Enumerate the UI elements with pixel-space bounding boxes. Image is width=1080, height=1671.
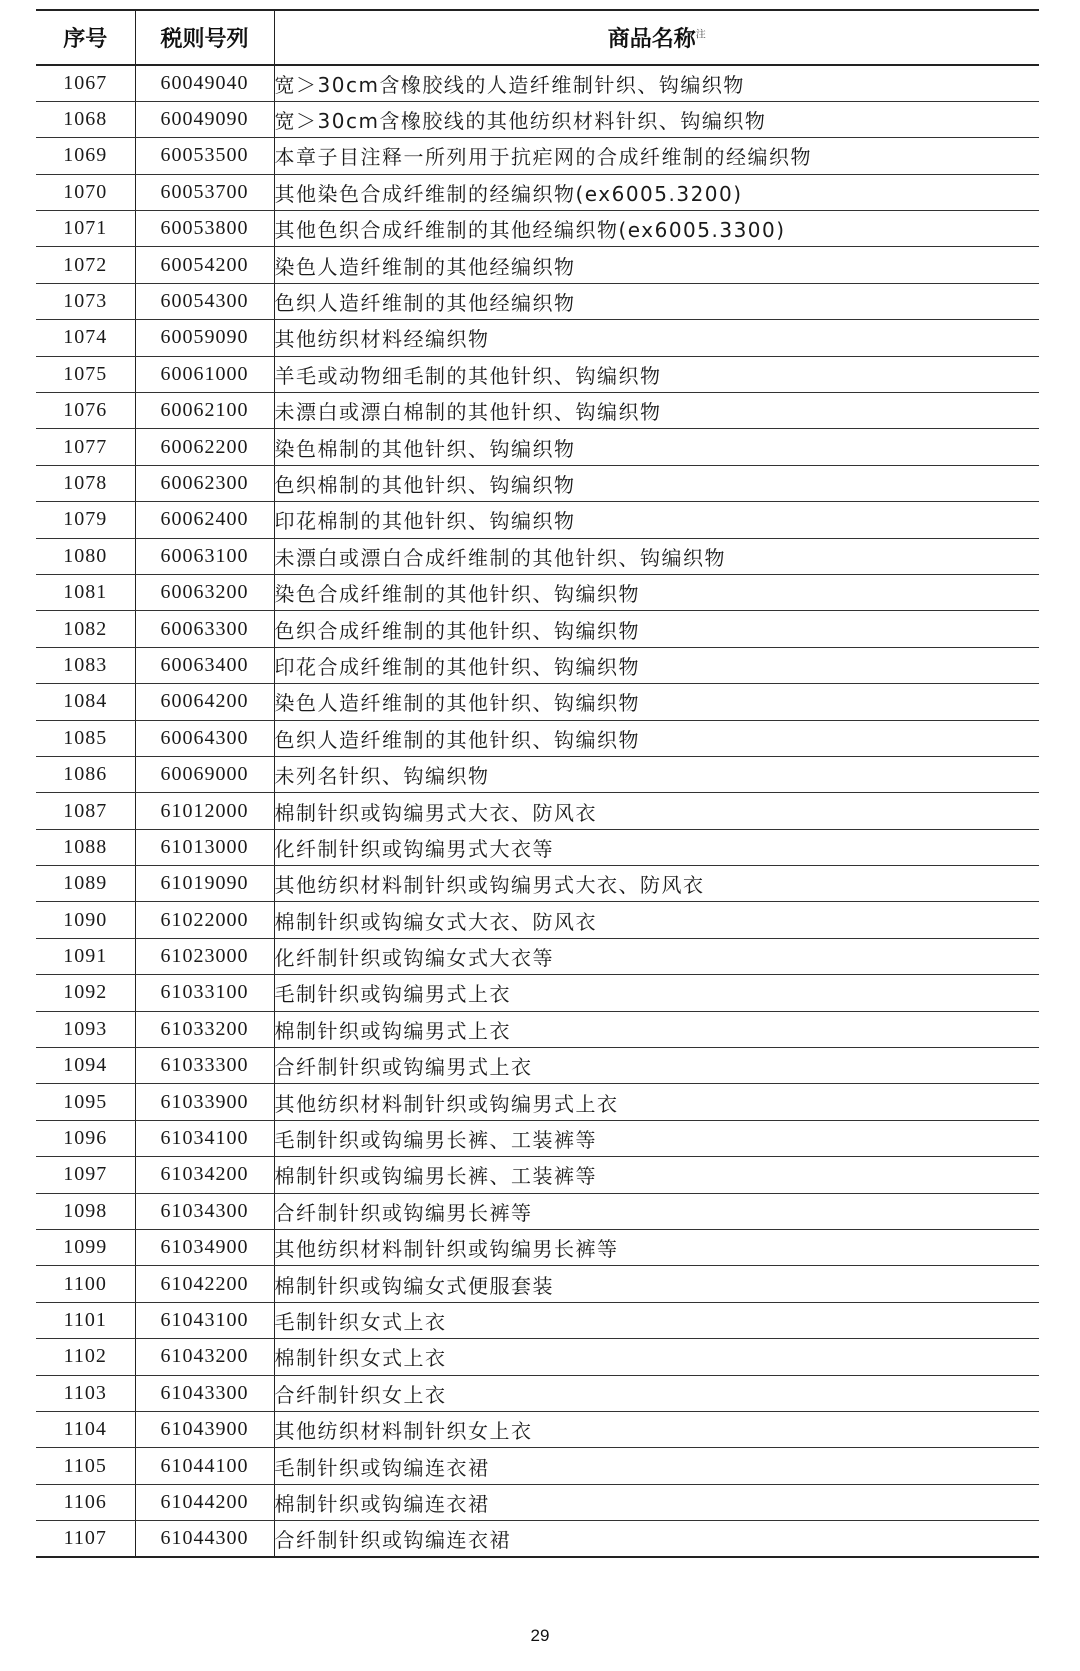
tariff-code-cell: 60053800 [135,211,274,247]
product-name-cell: 未漂白或漂白棉制的其他针织、钩编织物 [274,393,1039,429]
product-name-cell: 化纤制针织或钩编女式大衣等 [274,938,1039,974]
table-row [36,1230,1039,1266]
table-row [36,1302,1039,1338]
serial-number-cell: 1104 [36,1411,135,1447]
table-row [36,1484,1039,1520]
product-name-cell: 毛制针织女式上衣 [274,1302,1039,1338]
tariff-code-cell: 61022000 [135,902,274,938]
serial-number-cell: 1073 [36,283,135,319]
serial-number-cell: 1067 [36,65,135,101]
product-name-cell: 宽＞30cm含橡胶线的其他纺织材料针织、钩编织物 [274,101,1039,137]
table-row [36,720,1039,756]
tariff-code-cell: 61019090 [135,866,274,902]
serial-number-cell: 1081 [36,574,135,610]
tariff-code-cell: 60049090 [135,101,274,137]
product-name-cell: 棉制针织或钩编女式大衣、防风衣 [274,902,1039,938]
product-name-cell: 染色合成纤维制的其他针织、钩编织物 [274,574,1039,610]
tariff-code-cell: 61034900 [135,1230,274,1266]
table-row [36,975,1039,1011]
serial-number-cell: 1096 [36,1120,135,1156]
table-row [36,429,1039,465]
table-row [36,465,1039,501]
product-name-cell: 其他色织合成纤维制的其他经编织物(ex6005.3300) [274,211,1039,247]
product-name-cell: 其他纺织材料制针织或钩编男长裤等 [274,1230,1039,1266]
tariff-code-cell: 60049040 [135,65,274,101]
tariff-code-cell: 61034300 [135,1193,274,1229]
serial-number-cell: 1098 [36,1193,135,1229]
serial-number-cell: 1072 [36,247,135,283]
tariff-code-cell: 61043100 [135,1302,274,1338]
product-name-cell: 毛制针织或钩编男式上衣 [274,975,1039,1011]
tariff-table [36,9,1039,1558]
product-name-cell: 棉制针织或钩编男长裤、工装裤等 [274,1157,1039,1193]
serial-number-cell: 1105 [36,1448,135,1484]
serial-number-cell: 1080 [36,538,135,574]
tariff-code-cell: 60062400 [135,502,274,538]
serial-number-cell: 1091 [36,938,135,974]
header-product-name-label: 商品名称 [607,27,696,52]
table-row [36,538,1039,574]
tariff-code-cell: 60063400 [135,647,274,683]
footnote-marker: 注 [695,29,706,41]
tariff-code-cell: 61033900 [135,1084,274,1120]
serial-number-cell: 1077 [36,429,135,465]
serial-number-cell: 1094 [36,1048,135,1084]
serial-number-cell: 1071 [36,211,135,247]
product-name-cell: 印花棉制的其他针织、钩编织物 [274,502,1039,538]
tariff-code-cell: 60063200 [135,574,274,610]
product-name-cell: 合纤制针织或钩编男长裤等 [274,1193,1039,1229]
serial-number-cell: 1095 [36,1084,135,1120]
table-row [36,320,1039,356]
tariff-code-cell: 61044300 [135,1521,274,1557]
product-name-cell: 其他纺织材料经编织物 [274,320,1039,356]
table-row [36,101,1039,137]
product-name-cell: 毛制针织或钩编连衣裙 [274,1448,1039,1484]
product-name-cell: 宽＞30cm含橡胶线的人造纤维制针织、钩编织物 [274,65,1039,101]
serial-number-cell: 1085 [36,720,135,756]
product-name-cell: 棉制针织女式上衣 [274,1339,1039,1375]
table-row [36,684,1039,720]
serial-number-cell: 1069 [36,138,135,174]
table-row [36,1411,1039,1447]
table-row [36,829,1039,865]
product-name-cell: 棉制针织或钩编男式大衣、防风衣 [274,793,1039,829]
product-name-cell: 棉制针织或钩编女式便服套装 [274,1266,1039,1302]
table-row [36,938,1039,974]
tariff-code-cell: 60063300 [135,611,274,647]
table-row [36,1048,1039,1084]
product-name-cell: 印花合成纤维制的其他针织、钩编织物 [274,647,1039,683]
tariff-code-cell: 61033200 [135,1011,274,1047]
tariff-code-cell: 60064200 [135,684,274,720]
tariff-code-cell: 60069000 [135,756,274,792]
table-row [36,1120,1039,1156]
serial-number-cell: 1075 [36,356,135,392]
table-row [36,866,1039,902]
serial-number-cell: 1068 [36,101,135,137]
product-name-cell: 色织人造纤维制的其他经编织物 [274,283,1039,319]
tariff-code-cell: 61023000 [135,938,274,974]
table-row [36,902,1039,938]
table-row [36,138,1039,174]
table-row [36,647,1039,683]
product-name-cell: 合纤制针织或钩编连衣裙 [274,1521,1039,1557]
product-name-cell: 合纤制针织女上衣 [274,1375,1039,1411]
tariff-code-cell: 61043900 [135,1411,274,1447]
tariff-code-cell: 61043200 [135,1339,274,1375]
table-row [36,247,1039,283]
tariff-code-cell: 61012000 [135,793,274,829]
product-name-cell: 其他染色合成纤维制的经编织物(ex6005.3200) [274,174,1039,210]
tariff-code-cell: 61044200 [135,1484,274,1520]
product-name-cell: 其他纺织材料制针织或钩编男式大衣、防风衣 [274,866,1039,902]
table-header [36,10,1039,65]
product-name-cell: 色织合成纤维制的其他针织、钩编织物 [274,611,1039,647]
product-name-cell: 毛制针织或钩编男长裤、工装裤等 [274,1120,1039,1156]
serial-number-cell: 1083 [36,647,135,683]
table-row [36,793,1039,829]
serial-number-cell: 1076 [36,393,135,429]
tariff-code-cell: 61033300 [135,1048,274,1084]
serial-number-cell: 1097 [36,1157,135,1193]
tariff-code-cell: 60059090 [135,320,274,356]
product-name-cell: 棉制针织或钩编连衣裙 [274,1484,1039,1520]
table-row [36,65,1039,101]
tariff-code-cell: 60062100 [135,393,274,429]
product-name-cell: 其他纺织材料制针织女上衣 [274,1411,1039,1447]
serial-number-cell: 1107 [36,1521,135,1557]
table-row [36,1193,1039,1229]
table-row [36,393,1039,429]
serial-number-cell: 1093 [36,1011,135,1047]
serial-number-cell: 1102 [36,1339,135,1375]
tariff-code-cell: 60061000 [135,356,274,392]
product-name-cell: 其他纺织材料制针织或钩编男式上衣 [274,1084,1039,1120]
header-serial-number: 序号 [36,10,135,65]
table-row [36,356,1039,392]
tariff-code-cell: 60064300 [135,720,274,756]
table-row [36,1084,1039,1120]
serial-number-cell: 1084 [36,684,135,720]
serial-number-cell: 1082 [36,611,135,647]
serial-number-cell: 1101 [36,1302,135,1338]
serial-number-cell: 1087 [36,793,135,829]
product-name-cell: 羊毛或动物细毛制的其他针织、钩编织物 [274,356,1039,392]
header-product-name [274,10,1039,65]
serial-number-cell: 1070 [36,174,135,210]
product-name-cell: 本章子目注释一所列用于抗疟网的合成纤维制的经编织物 [274,138,1039,174]
serial-number-cell: 1099 [36,1230,135,1266]
tariff-code-cell: 61034100 [135,1120,274,1156]
tariff-code-cell: 61044100 [135,1448,274,1484]
table-row [36,611,1039,647]
serial-number-cell: 1103 [36,1375,135,1411]
tariff-code-cell: 61043300 [135,1375,274,1411]
tariff-code-cell: 61034200 [135,1157,274,1193]
serial-number-cell: 1106 [36,1484,135,1520]
table-row [36,1448,1039,1484]
header-tariff-code: 税则号列 [135,10,274,65]
table-row [36,574,1039,610]
serial-number-cell: 1079 [36,502,135,538]
tariff-code-cell: 60053500 [135,138,274,174]
table-row [36,1375,1039,1411]
page-number: 29 [530,1626,550,1645]
serial-number-cell: 1088 [36,829,135,865]
tariff-code-cell: 60062200 [135,429,274,465]
serial-number-cell: 1092 [36,975,135,1011]
tariff-code-cell: 61042200 [135,1266,274,1302]
tariff-code-cell: 60054300 [135,283,274,319]
product-name-cell: 色织棉制的其他针织、钩编织物 [274,465,1039,501]
product-name-cell: 染色人造纤维制的其他经编织物 [274,247,1039,283]
table-body [36,65,1039,1557]
table-row [36,502,1039,538]
serial-number-cell: 1090 [36,902,135,938]
serial-number-cell: 1086 [36,756,135,792]
header-row [36,10,1039,65]
product-name-cell: 染色人造纤维制的其他针织、钩编织物 [274,684,1039,720]
serial-number-cell: 1100 [36,1266,135,1302]
tariff-code-cell: 61033100 [135,975,274,1011]
table-row [36,1011,1039,1047]
tariff-code-cell: 60054200 [135,247,274,283]
product-name-cell: 未列名针织、钩编织物 [274,756,1039,792]
product-name-cell: 染色棉制的其他针织、钩编织物 [274,429,1039,465]
table-row [36,756,1039,792]
product-name-cell: 合纤制针织或钩编男式上衣 [274,1048,1039,1084]
serial-number-cell: 1074 [36,320,135,356]
product-name-cell: 色织人造纤维制的其他针织、钩编织物 [274,720,1039,756]
serial-number-cell: 1089 [36,866,135,902]
tariff-code-cell: 61013000 [135,829,274,865]
tariff-code-cell: 60062300 [135,465,274,501]
table-row [36,283,1039,319]
product-name-cell: 棉制针织或钩编男式上衣 [274,1011,1039,1047]
table-row [36,174,1039,210]
table-row [36,1157,1039,1193]
tariff-code-cell: 60063100 [135,538,274,574]
table-row [36,1266,1039,1302]
table-row [36,1339,1039,1375]
table-row [36,211,1039,247]
product-name-cell: 化纤制针织或钩编男式大衣等 [274,829,1039,865]
table-row [36,1521,1039,1557]
tariff-code-cell: 60053700 [135,174,274,210]
serial-number-cell: 1078 [36,465,135,501]
product-name-cell: 未漂白或漂白合成纤维制的其他针织、钩编织物 [274,538,1039,574]
